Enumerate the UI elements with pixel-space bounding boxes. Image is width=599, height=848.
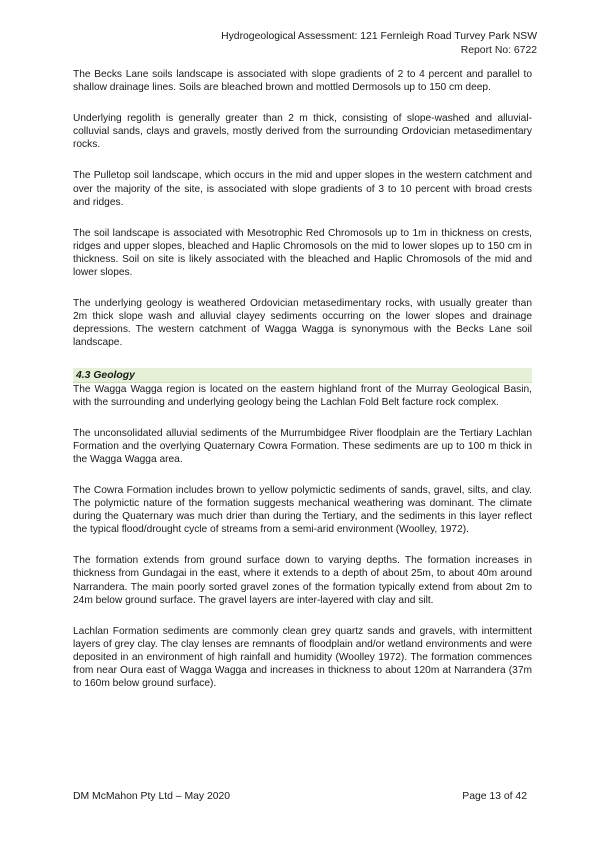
page-header (221, 30, 537, 58)
footer-company-date: DM McMahon Pty Ltd – May 2020 (73, 791, 231, 802)
paragraph: Underlying regolith is generally greater than 2 m thick, consisting of slope-washed and alluvial-colluvial sands, clays and gravels, mostly derived from the surrounding Ordovician metasedimentary rocks. (73, 113, 532, 151)
paragraph: The Cowra Formation includes brown to yellow polymictic sediments of sands, gravel, silts, and clay. The polymictic nature of the formation suggests mechanical weathering was dominant. The climate during the Quaternary was much drier than during the Tertiary, and the sediments in this layer reflect the typical flood/drought cycle of streams from a semi-arid environment (Woolley, 1972). (73, 484, 532, 536)
body-content (73, 68, 532, 708)
footer-page-number: Page 13 of 42 (462, 791, 527, 802)
section-heading-geology: 4.3 Geology (73, 368, 532, 383)
paragraph: The underlying geology is weathered Ordovician metasedimentary rocks, with usually greater than 2m thick slope wash and alluvial clayey sediments occurring on the lower slopes and drainage depressions. The western catchment of Wagga Wagga is synonymous with the Becks Lane soil landscape. (73, 298, 532, 349)
paragraph: The soil landscape is associated with Mesotrophic Red Chromosols up to 1m in thickness on crests, ridges and upper slopes, bleached and Haplic Chromosols on the mid to lower slopes up to 150 cm in thickness. Soil on site is likely associated with the bleached and Haplic Chromosols of the mid and lower slopes. (73, 227, 532, 279)
header-report-number: Report No: 6722 (460, 45, 537, 56)
paragraph: Lachlan Formation sediments are commonly clean grey quartz sands and gravels, with intermittent layers of grey clay. The clay lenses are remnants of floodplain and/or wetland environments and were deposited in an environment of high rainfall and humidity (Woolley 1972). The formation commences from near Oura east of Wagga Wagga and increases in thickness to about 120m at Narrandera (37m to 160m below ground surface). (73, 625, 532, 690)
paragraph: The unconsolidated alluvial sediments of the Murrumbidgee River floodplain are the Tertiary Lachlan Formation and the overlying Quaternary Cowra Formation. These sediments are up to 100 m thick in the Wagga Wagga area. (73, 427, 532, 465)
header-title: Hydrogeological Assessment: 121 Fernleigh Road Turvey Park NSW (221, 31, 537, 42)
paragraph: The Becks Lane soils landscape is associated with slope gradients of 2 to 4 percent and parallel to shallow drainage lines. Soils are bleached brown and mottled Dermosols up to 150 cm deep. (73, 69, 532, 94)
paragraph: The formation extends from ground surface down to varying depths. The formation increases in thickness from Gundagai in the east, where it extends to a depth of about 25m, to about 40m around Narrandera. The main poorly sorted gravel zones of the formation typically extend from about 2m to 24m below ground surface. The gravel layers are inter-layered with clay and silt. (73, 555, 532, 606)
paragraph: The Wagga Wagga region is located on the eastern highland front of the Murray Geological Basin, with the surrounding and underlying geology being the Lachlan Fold Belt facture rock complex. (73, 383, 532, 408)
paragraph: The Pulletop soil landscape, which occurs in the mid and upper slopes in the western catchment and over the majority of the site, is associated with slope gradients of 3 to 10 percent with broad crests and ridges. (73, 170, 532, 208)
